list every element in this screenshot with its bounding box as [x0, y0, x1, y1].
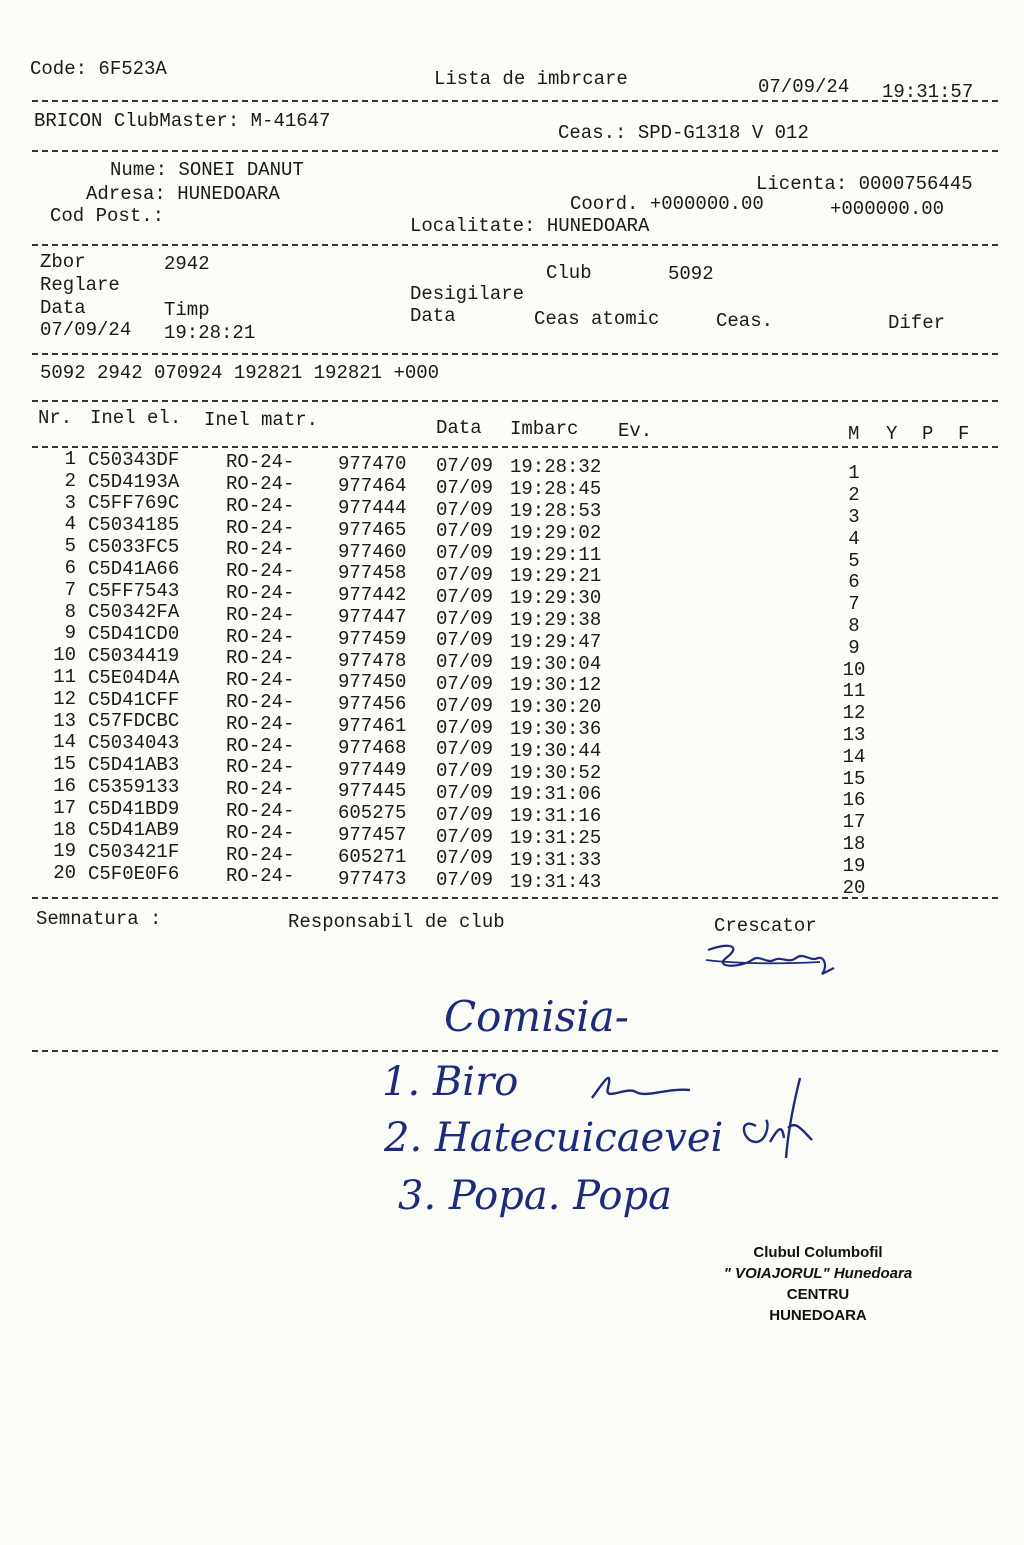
owner-postcode: Cod Post.: [50, 205, 165, 227]
row-date: 07/09 [436, 651, 494, 674]
zbor-label: Zbor [40, 251, 86, 273]
col-inel-matr: Inel matr. [204, 409, 319, 431]
clubmaster-id: BRICON ClubMaster: M-41647 [34, 110, 331, 132]
reglare-label: Reglare [40, 274, 120, 296]
data-label: Data [40, 297, 86, 319]
row-inel-el: C5FF7543 [88, 579, 180, 602]
row-nr: 20 [53, 862, 76, 885]
row-ring-number: 977444 [338, 496, 407, 519]
row-nr: 17 [53, 796, 76, 819]
row-inel-el: C5D41AB9 [88, 819, 180, 842]
ceas-label: Ceas. [716, 310, 774, 332]
row-inel-el: C50343DF [88, 448, 180, 471]
divider [32, 100, 998, 102]
row-nr: 11 [53, 666, 76, 688]
crescator-label: Crescator [714, 915, 817, 937]
row-inel-el: C5359133 [88, 775, 180, 798]
row-date: 07/09 [436, 564, 494, 586]
row-time: 19:31:25 [510, 827, 602, 849]
row-time: 19:29:47 [510, 630, 602, 653]
divider [32, 1050, 998, 1052]
commission-member-2: 2. Hatecuicaevei [384, 1115, 724, 1161]
desigilare-label: Desigilare [410, 283, 525, 305]
row-inel-el: C5D41CD0 [88, 623, 180, 646]
row-m: 10 [842, 658, 866, 681]
row-ring-prefix: RO-24- [226, 451, 295, 474]
row-inel-el: C57FDCBC [88, 710, 180, 733]
owner-address: Adresa: HUNEDOARA [86, 183, 280, 205]
row-time: 19:29:38 [510, 609, 602, 631]
col-data: Data [436, 417, 482, 439]
row-inel-el: C5034185 [88, 514, 180, 537]
row-ring-prefix: RO-24- [226, 712, 295, 735]
print-date: 07/09/24 [758, 76, 850, 98]
row-m: 8 [848, 614, 860, 637]
col-nr: Nr. [38, 407, 73, 429]
row-ring-prefix: RO-24- [226, 734, 295, 757]
row-date: 07/09 [436, 782, 494, 804]
col-m: M [848, 423, 860, 445]
row-time: 19:30:12 [510, 674, 602, 697]
club-value: 5092 [668, 263, 714, 285]
row-inel-el: C5034043 [88, 732, 180, 755]
row-ring-number: 977478 [338, 649, 407, 672]
data2-label: Data [410, 305, 456, 327]
coord-label: Coord. +000000.00 [570, 193, 764, 215]
col-p: P [922, 423, 934, 445]
row-inel-el: C503421F [88, 841, 180, 864]
row-date: 07/09 [436, 585, 494, 608]
row-ring-number: 977450 [338, 671, 407, 694]
clock-id: Ceas.: SPD-G1318 V 012 [558, 122, 809, 144]
row-nr: 8 [64, 600, 76, 623]
row-ring-prefix: RO-24- [226, 778, 295, 801]
row-time: 19:30:52 [510, 761, 602, 784]
commission-heading: Comisia- [444, 992, 629, 1041]
row-date: 07/09 [436, 825, 494, 848]
row-time: 19:30:04 [510, 652, 602, 675]
row-date: 07/09 [436, 629, 494, 652]
divider [32, 446, 998, 448]
row-ring-prefix: RO-24- [226, 821, 295, 844]
row-nr: 4 [64, 513, 76, 536]
row-inel-el: C50342FA [88, 601, 180, 624]
semnatura-label: Semnatura : [36, 908, 162, 930]
row-nr: 7 [64, 578, 76, 601]
row-date: 07/09 [436, 847, 494, 870]
row-m: 12 [842, 702, 866, 725]
row-date: 07/09 [436, 476, 494, 499]
row-ring-number: 977460 [338, 540, 407, 563]
row-ring-prefix: RO-24- [226, 756, 295, 779]
row-ring-number: 605271 [338, 845, 407, 868]
print-time: 19:31:57 [882, 81, 974, 103]
row-nr: 16 [53, 775, 76, 797]
row-ring-prefix: RO-24- [226, 865, 295, 888]
row-time: 19:30:36 [510, 718, 602, 740]
owner-name: Nume: SONEI DANUT [110, 159, 304, 181]
row-inel-el: C5D41AB3 [88, 754, 180, 776]
row-ring-prefix: RO-24- [226, 843, 295, 866]
row-ring-prefix: RO-24- [226, 582, 295, 604]
row-ring-prefix: RO-24- [226, 691, 295, 713]
row-ring-number: 977445 [338, 780, 407, 803]
row-time: 19:31:33 [510, 848, 602, 871]
divider [32, 353, 998, 355]
row-m: 20 [842, 876, 866, 899]
row-m: 14 [842, 745, 866, 768]
row-date: 07/09 [436, 607, 494, 630]
row-time: 19:28:45 [510, 478, 602, 501]
row-ring-number: 977442 [338, 584, 407, 607]
row-m: 1 [848, 462, 860, 485]
reglare-time: 19:28:21 [164, 322, 256, 344]
document-title: Lista de imbrcare [434, 68, 628, 90]
coord-value: +000000.00 [830, 198, 945, 220]
row-ring-number: 977447 [338, 605, 407, 628]
row-inel-el: C5E04D4A [88, 666, 180, 689]
row-m: 4 [848, 527, 860, 550]
row-m: 15 [842, 767, 866, 790]
row-ring-number: 977457 [338, 823, 407, 846]
row-ring-prefix: RO-24- [226, 538, 295, 561]
row-nr: 10 [53, 644, 76, 667]
flight-summary: 5092 2942 070924 192821 192821 +000 [40, 362, 440, 384]
row-nr: 14 [53, 731, 76, 754]
row-time: 19:29:30 [510, 587, 602, 610]
commission-member-3: 3. Popa. Popa [398, 1173, 672, 1219]
row-m: 2 [848, 484, 860, 507]
row-ring-number: 977468 [338, 736, 407, 759]
row-time: 19:28:32 [510, 456, 602, 479]
row-time: 19:29:02 [510, 521, 602, 544]
code-label: Code: 6F523A [30, 58, 167, 80]
col-y: Y [886, 423, 898, 445]
member-2-signature [726, 1072, 822, 1168]
row-ring-prefix: RO-24- [226, 603, 295, 626]
row-ring-prefix: RO-24- [226, 516, 295, 539]
stamp-line-3: CENTRU [786, 1286, 850, 1303]
row-ring-prefix: RO-24- [226, 625, 295, 648]
row-inel-el: C5D4193A [88, 470, 180, 493]
row-ring-number: 977470 [338, 453, 407, 476]
row-nr: 1 [64, 448, 76, 470]
row-m: 6 [848, 571, 860, 594]
row-ring-number: 977459 [338, 627, 407, 650]
row-nr: 15 [53, 753, 76, 776]
row-m: 17 [842, 811, 866, 834]
row-m: 7 [848, 593, 860, 616]
row-nr: 2 [64, 469, 76, 492]
row-ring-prefix: RO-24- [226, 647, 295, 670]
row-time: 19:31:16 [510, 805, 602, 828]
reglare-date: 07/09/24 [40, 319, 132, 341]
stamp-line-2: " VOIAJORUL" Hunedoara [723, 1265, 913, 1282]
row-nr: 5 [64, 535, 76, 558]
row-inel-el: C5D41BD9 [88, 797, 180, 820]
row-time: 19:28:53 [510, 500, 602, 522]
row-nr: 18 [53, 818, 76, 841]
row-time: 19:30:20 [510, 696, 602, 719]
row-m: 19 [842, 854, 866, 877]
row-inel-el: C5F0E0F6 [88, 863, 180, 885]
row-date: 07/09 [436, 694, 494, 717]
col-ev: Ev. [618, 420, 653, 442]
timp-label: Timp [164, 299, 210, 321]
row-inel-el: C5033FC5 [88, 536, 180, 558]
row-ring-number: 977473 [338, 867, 407, 890]
row-nr: 3 [64, 491, 76, 514]
row-date: 07/09 [436, 869, 494, 892]
row-nr: 19 [53, 840, 76, 863]
row-inel-el: C5034419 [88, 645, 180, 667]
difer-label: Difer [888, 312, 946, 334]
row-nr: 13 [53, 709, 76, 732]
row-date: 07/09 [436, 760, 494, 783]
row-ring-number: 977464 [338, 475, 407, 498]
member-1-signature [586, 1068, 696, 1108]
row-date: 07/09 [436, 498, 494, 521]
row-nr: 9 [64, 622, 76, 645]
divider [32, 150, 998, 152]
row-m: 5 [848, 549, 860, 572]
row-ring-prefix: RO-24- [226, 669, 295, 692]
owner-locality: Localitate: HUNEDOARA [410, 215, 650, 237]
club-label: Club [546, 262, 592, 284]
responsabil-label: Responsabil de club [288, 911, 505, 933]
row-nr: 6 [64, 557, 76, 579]
row-ring-number: 977465 [338, 518, 407, 541]
divider [32, 400, 998, 402]
breeder-signature [700, 938, 840, 990]
divider [32, 897, 998, 899]
row-date: 07/09 [436, 803, 494, 826]
row-ring-number: 605275 [338, 802, 407, 825]
row-m: 9 [848, 636, 860, 659]
col-imbarc: Imbarc [510, 418, 579, 440]
commission-member-1: 1. Biro [382, 1059, 519, 1105]
zbor-value: 2942 [164, 253, 210, 275]
stamp-line-1: Clubul Columbofil [753, 1244, 883, 1261]
stamp-line-4: HUNEDOARA [769, 1307, 867, 1324]
row-ring-prefix: RO-24- [226, 800, 295, 822]
row-nr: 12 [53, 687, 76, 710]
row-date: 07/09 [436, 455, 494, 477]
row-date: 07/09 [436, 542, 494, 565]
row-ring-number: 977458 [338, 562, 407, 585]
row-date: 07/09 [436, 673, 494, 695]
row-ring-prefix: RO-24- [226, 560, 295, 583]
row-m: 16 [842, 789, 866, 812]
row-inel-el: C5FF769C [88, 492, 180, 515]
row-time: 19:31:06 [510, 783, 602, 806]
row-ring-number: 977456 [338, 693, 407, 716]
club-stamp [712, 1242, 924, 1326]
ceas-atomic-label: Ceas atomic [534, 308, 660, 330]
row-date: 07/09 [436, 716, 494, 739]
col-f: F [958, 423, 970, 445]
row-inel-el: C5D41CFF [88, 688, 180, 711]
row-ring-number: 977461 [338, 714, 407, 737]
divider [32, 244, 998, 246]
col-inel-el: Inel el. [90, 407, 182, 429]
owner-license: Licenta: 0000756445 [756, 173, 973, 195]
row-m: 11 [842, 680, 866, 703]
row-inel-el: C5D41A66 [88, 557, 180, 580]
row-m: 18 [842, 832, 866, 855]
row-ring-prefix: RO-24- [226, 473, 295, 495]
row-time: 19:29:21 [510, 565, 602, 588]
row-date: 07/09 [436, 520, 494, 543]
row-time: 19:31:43 [510, 870, 602, 893]
row-m: 13 [842, 723, 866, 746]
row-date: 07/09 [436, 738, 494, 761]
row-time: 19:30:44 [510, 739, 602, 762]
row-time: 19:29:11 [510, 543, 602, 566]
row-ring-number: 977449 [338, 758, 407, 781]
row-m: 3 [848, 505, 860, 528]
row-ring-prefix: RO-24- [226, 494, 295, 517]
